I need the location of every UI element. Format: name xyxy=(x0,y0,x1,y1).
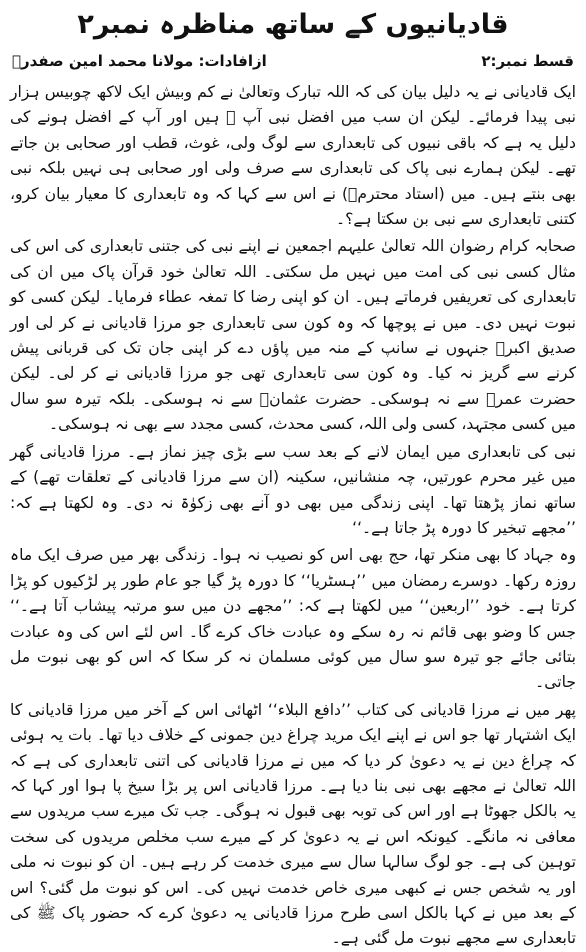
paragraph-4: وہ جہاد کا بھی منکر تھا، حج بھی اس کو نصیب نہ ہوا۔ زندگی بھر میں صرف ایک ماہ روزہ رکھا۔ دوسرے رمضان میں ’’ہسٹریا‘‘ کا دورہ پڑ گیا جو عام طور پر لڑکیوں کو پڑا کرتا ہے۔ خود ’’اربعین‘‘ میں لکھتا ہے کہ: ’’مجھے دن میں سو مرتبہ پیشاب آتا ہے۔‘‘ جس کا وضو بھی قائم نہ رہ سکے وہ عبادت خاک کرے گا۔ اس لئے اس کی وہ عبادت بتائی جائے جو تیرہ سو سال میں کوئی مسلمان نہ کر سکا کہ اس کو بھی نبوت مل جاتی۔ xyxy=(10,546,576,692)
paragraph-3: نبی کی تابعداری میں ایمان لانے کے بعد سب سے بڑی چیز نماز ہے۔ مرزا قادیانی گھر میں غیر محرم عورتیں، چہ منشانیں، سکینہ (ان سے مرزا قادیانی کے تعلقات تھے) کے ساتھ نماز پڑھتا تھا۔ اپنی زندگی میں بھی دو آنے بھی زکوٰۃ نہ دی۔ وہ لکھتا ہے کہ: ’’مجھے تبخیر کا دورہ پڑ جاتا ہے۔‘‘ xyxy=(10,442,576,537)
article-body xyxy=(10,80,576,952)
document-title: قادیانیوں کے ساتھ مناظرہ نمبر۲ xyxy=(77,9,509,40)
paragraph-5: پھر میں نے مرزا قادیانی کی کتاب ’’دافع البلاء‘‘ اٹھائی اس کے آخر میں مرزا قادیانی کا ایک اشتہار تھا جو اس نے اپنے ایک مرید چراغ دین جمونی کے خلاف دیا تھا۔ بات یہ ہوئی کہ چراغ دین نے یہ دعویٰ کر دیا کہ میں نے مرزا قادیانی کی اتنی تابعداری کی ہے کہ اللہ تعالیٰ نے مجھے بھی نبی بنا دیا ہے۔ مرزا قادیانی اس پر بڑا سیخ پا ہوا اور کہا کہ یہ بالکل جھوٹا ہے اور اس کی توبہ بھی قبول نہ ہوگی۔ جب تک میرے سب مریدوں سے معافی نہ مانگے۔ کیونکہ اس نے یہ دعویٰ کر کے میرے سب مخلص مریدوں کی سخت توہین کی ہے۔ جو لوگ سالہا سال سے میری خدمت کر رہے ہیں۔ ان کو نبوت نہ ملی اور یہ شخص جس نے کبھی میری خاص خدمت نہیں کی۔ اس کو نبوت مل گئی؟ اس کے بعد میں نے کہا بالکل اسی طرح مرزا قادیانی یہ دعویٰ کرے کہ حضور پاک ﷺ کی تابعداری سے مجھے نبوت مل گئی ہے۔ xyxy=(10,700,576,948)
paragraph-1: ایک قادیانی نے یہ دلیل بیان کی کہ اللہ تبارک وتعالیٰ نے کم وبیش ایک لاکھ چوبیس ہزار نبی پیدا فرمائے۔ لیکن ان سب میں افضل نبی آپ ﷺ ہیں اور آپ کے افضل ہونے کی دلیل یہ ہے کہ باقی نبیوں کی تابعداری سے لوگ ولی، غوث، قطب اور صحابی بن جاتے تھے۔ لیکن ہمارے نبی پاک کی تابعداری سے صرف ولی اور صحابی ہی نہیں بلکہ نبی بھی بنتے ہیں۔ میں (استاد محترمؒ) نے اس سے کہا کہ وہ تابعداری کا معیار بیان کرو، کتنی تابعداری سے نبی بن سکتا ہے؟۔ xyxy=(10,83,576,229)
paragraph-2: صحابہ کرام رضوان اللہ تعالیٰ علیہم اجمعین نے اپنے نبی کی جتنی تابعداری کی اس کی مثال کسی نبی کی امت میں نہیں مل سکتی۔ اللہ تعالیٰ خود قرآن پاک میں ان کی تابعداری کی تعریفیں فرماتے ہیں۔ ان کو اپنی رضا کا تمغہ عطاء فرمایا۔ لیکن کسی کو نبوت نہیں دی۔ میں نے پوچھا کہ وہ کون سی تابعداری جو مرزا قادیانی نے کر لی اور صدیق اکبرؓ جنہوں نے سانپ کے منہ میں پاؤں دے کر اپنی جان تک کی قربانی پیش کرنے سے گریز نہ کیا۔ وہ کون سی تابعداری تھی جو مرزا قادیانی نے کر لی۔ لیکن حضرت عمرؓ سے نہ ہوسکی۔ حضرت عثمانؓ سے نہ ہوسکی۔ بلکہ تیرہ سو سال میں کسی مجتہد، کسی ولی اللہ، کسی محدث، کسی مجدد سے بھی نہ ہوسکی۔ xyxy=(10,237,576,434)
document-page xyxy=(10,4,576,948)
episode-label: قسط نمبر:۲ xyxy=(481,52,574,70)
author-line: ازافادات: مولانا محمد امین صفدرؒ xyxy=(12,52,267,70)
byline-row xyxy=(10,48,576,74)
